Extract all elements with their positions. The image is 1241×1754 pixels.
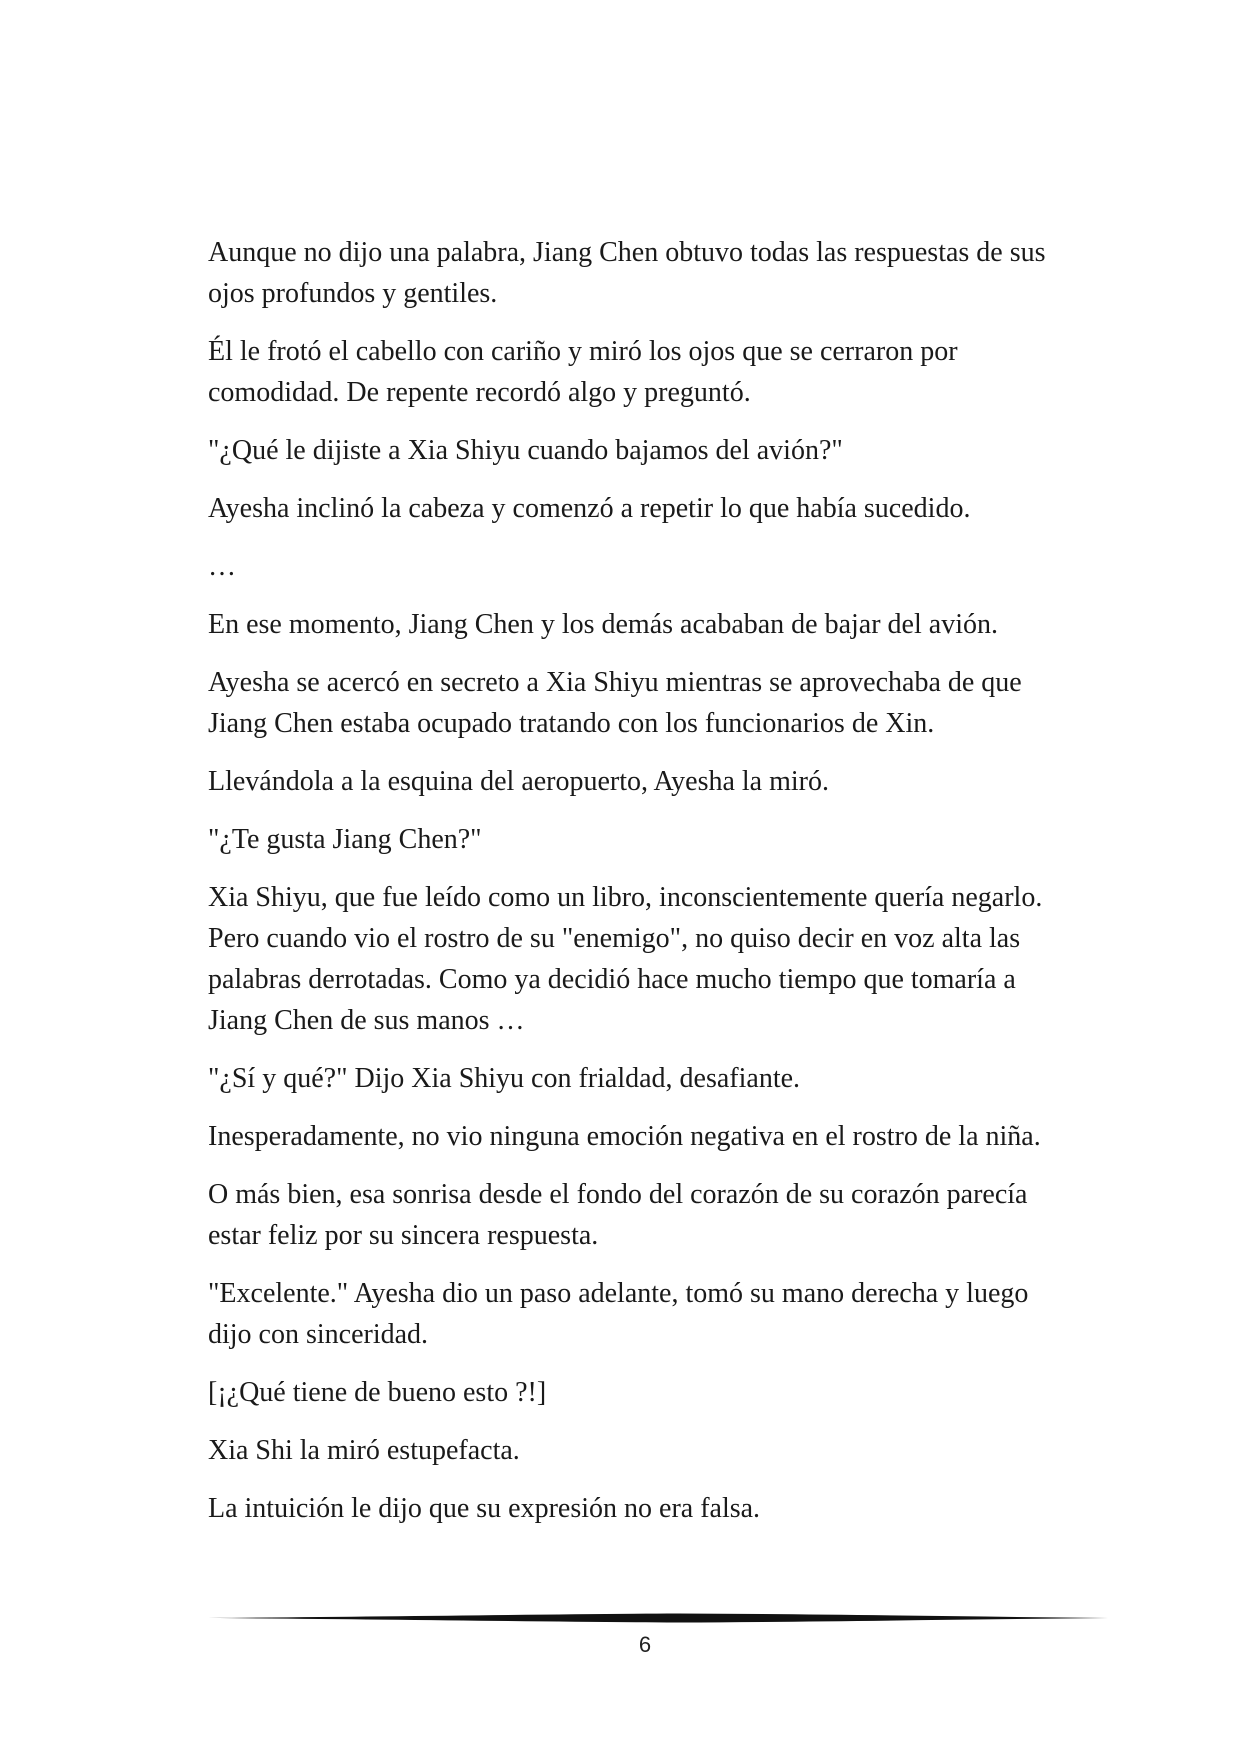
body-text (208, 232, 1068, 1546)
paragraph: "¿Qué le dijiste a Xia Shiyu cuando bajamos del avión?" (208, 435, 843, 466)
footer-divider (208, 1610, 1108, 1626)
paragraph: Xia Shi la miró estupefacta. (208, 1435, 520, 1466)
paragraph: La intuición le dijo que su expresión no era falsa. (208, 1493, 761, 1524)
page-number: 6 (638, 1632, 652, 1657)
paragraph: [¡¿Qué tiene de bueno esto ?!] (208, 1377, 547, 1408)
paragraph: "Excelente." Ayesha dio un paso adelante, tomó su mano derecha y luego dijo con sinceridad. (208, 1278, 1029, 1350)
paragraph: En ese momento, Jiang Chen y los demás acababan de bajar del avión. (208, 609, 998, 640)
paragraph: "¿Sí y qué?" Dijo Xia Shiyu con frialdad, desafiante. (208, 1063, 801, 1094)
paragraph: Aunque no dijo una palabra, Jiang Chen obtuvo todas las respuestas de sus ojos profundos y gentiles. (208, 237, 1046, 309)
paragraph: Inesperadamente, no vio ninguna emoción negativa en el rostro de la niña. (208, 1121, 1041, 1152)
paragraph: Xia Shiyu, que fue leído como un libro, inconscientemente quería negarlo. Pero cuando vio el rostro de su "enemigo", no quiso decir en voz alta las palabras derrotadas. Como ya decidió hace mucho tiempo que tomaría a Jiang Chen de sus manos … (208, 882, 1043, 1036)
paragraph: Ayesha se acercó en secreto a Xia Shiyu mientras se aprovechaba de que Jiang Chen estaba ocupado tratando con los funcionarios de Xin. (208, 667, 1022, 739)
paragraph: Ayesha inclinó la cabeza y comenzó a repetir lo que había sucedido. (208, 493, 971, 524)
paragraph: O más bien, esa sonrisa desde el fondo del corazón de su corazón parecía estar feliz por su sincera respuesta. (208, 1179, 1028, 1251)
paragraph: Llevándola a la esquina del aeropuerto, Ayesha la miró. (208, 766, 829, 797)
paragraph: Él le frotó el cabello con cariño y miró los ojos que se cerraron por comodidad. De repente recordó algo y preguntó. (208, 336, 958, 408)
ellipsis-paragraph: … (208, 551, 236, 582)
paragraph: "¿Te gusta Jiang Chen?" (208, 824, 482, 855)
